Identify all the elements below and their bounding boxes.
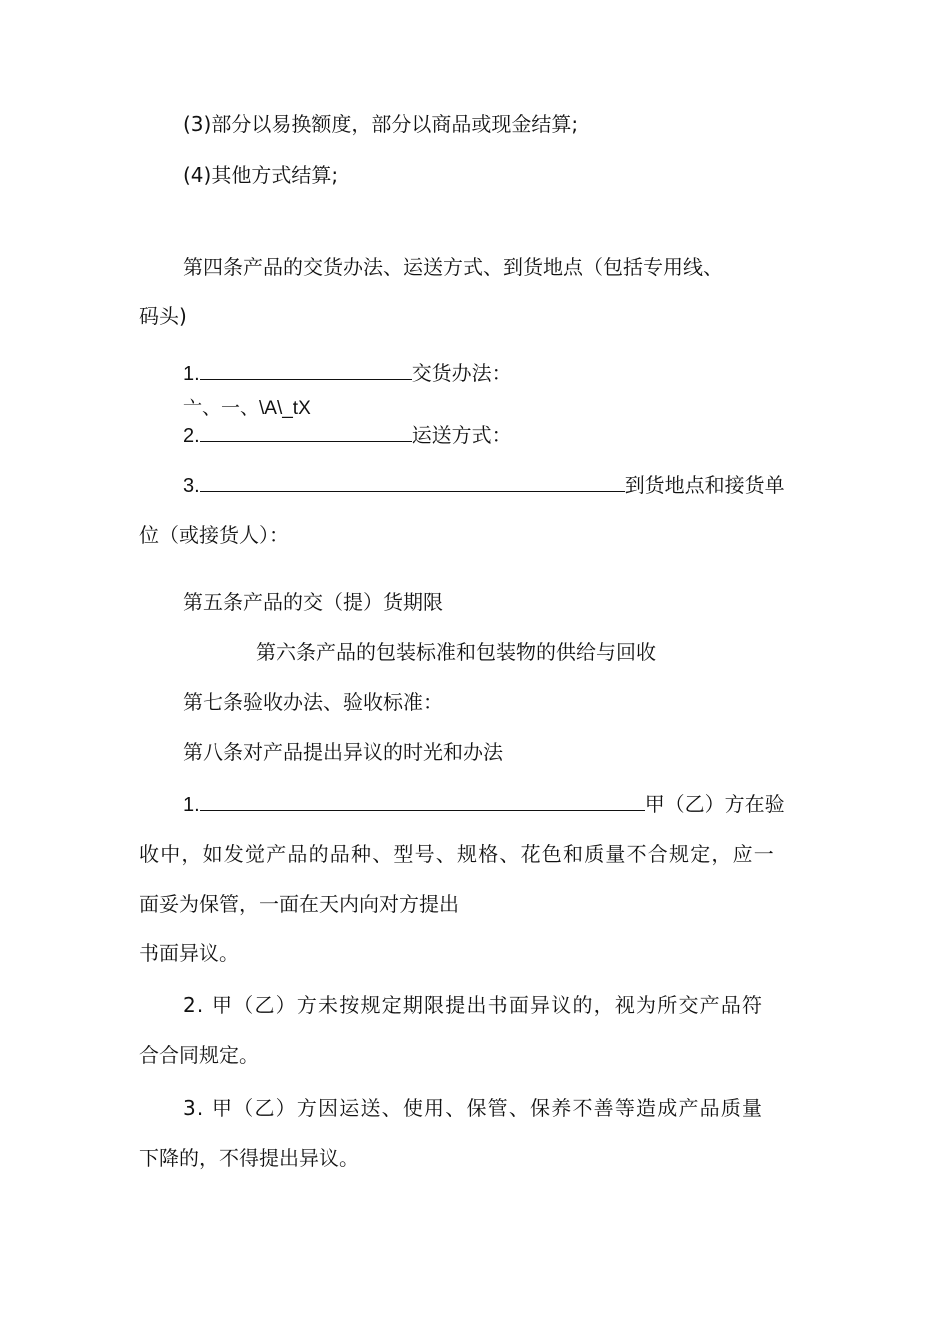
objection-2-line-b: 合合同规定。: [139, 1043, 259, 1067]
objection-1-label: 甲（乙）方在验: [644, 792, 785, 816]
objection-1-number: 1.: [183, 794, 200, 816]
arrival-place-number: 3.: [183, 475, 200, 497]
article-5-heading: 第五条产品的交（提）货期限: [183, 590, 443, 614]
article-8-heading: 第八条对产品提出异议的时光和办法: [183, 740, 503, 764]
transport-method-blank: [200, 423, 412, 442]
article-4-heading-cont: 码头): [139, 304, 187, 328]
item-4-line: (4)其他方式结算;: [183, 163, 339, 187]
arrival-place-line: [183, 473, 785, 498]
article-7-heading: 第七条验收办法、验收标准：: [183, 690, 443, 714]
objection-1-line-c: 面妥为保管，一面在天内向对方提出: [139, 892, 459, 916]
garbled-text-line: 亠、一、\A\_tX: [183, 398, 311, 419]
transport-method-label: 运送方式：: [411, 423, 512, 447]
transport-method-number: 2.: [183, 425, 200, 447]
article-4-heading: 第四条产品的交货办法、运送方式、到货地点（包括专用线、: [183, 255, 723, 279]
delivery-method-blank: [200, 361, 412, 380]
objection-1-blank: [200, 792, 645, 811]
objection-1-line: [183, 792, 785, 817]
objection-3-line-b: 下降的，不得提出异议。: [139, 1146, 359, 1170]
arrival-place-label: 到货地点和接货单: [624, 473, 785, 497]
article-6-heading: 第六条产品的包装标准和包装物的供给与回收: [256, 640, 656, 664]
item-3-line: (3)部分以易换额度，部分以商品或现金结算;: [183, 112, 579, 136]
transport-method-line: [183, 423, 512, 448]
objection-3-line: 3. 甲（乙）方因运送、使用、保管、保养不善等造成产品质量: [183, 1096, 764, 1120]
delivery-method-label: 交货办法：: [411, 361, 512, 385]
objection-2-line: 2. 甲（乙）方未按规定期限提出书面异议的，视为所交产品符: [183, 993, 764, 1017]
objection-1-line-b: 收中，如发觉产品的品种、型号、规格、花色和质量不合规定，应一: [139, 842, 775, 866]
arrival-place-blank: [200, 473, 625, 492]
delivery-method-line: [183, 361, 512, 386]
arrival-place-line-cont: 位（或接货人）：: [139, 523, 289, 547]
objection-1-line-d: 书面异议。: [139, 941, 239, 965]
delivery-method-number: 1.: [183, 363, 200, 385]
